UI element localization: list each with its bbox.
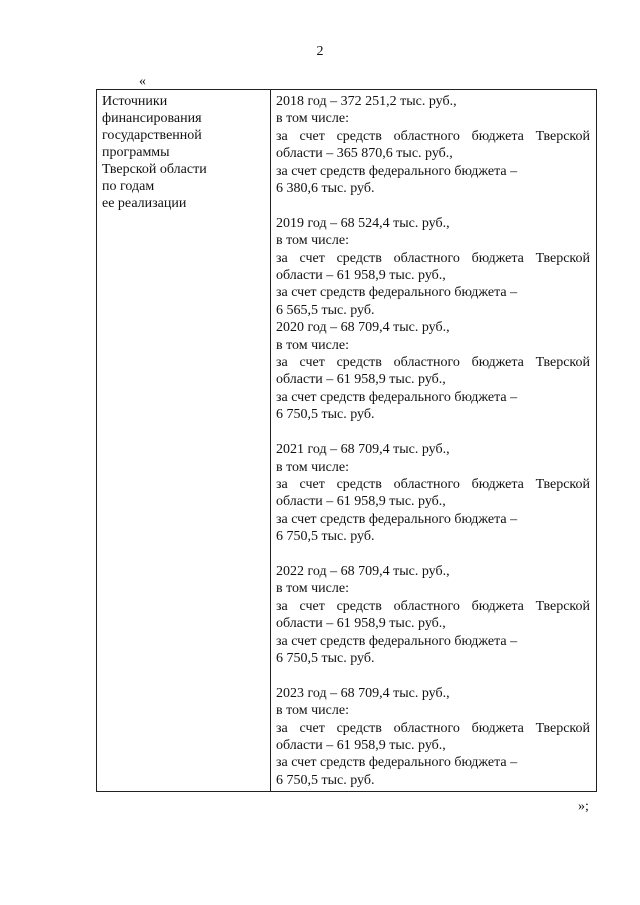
federal-budget-amount: 6 750,5 тыс. руб. [276,650,375,666]
financing-sources-table [96,89,597,792]
federal-budget-amount: 6 750,5 тыс. руб. [276,772,375,788]
including-label: в том числе: [276,459,349,475]
federal-budget-line: за счет средств федерального бюджета – [276,755,518,771]
year-block-2020 [276,319,590,423]
including-label: в том числе: [276,233,349,249]
year-total: 2018 год – 372 251,2 тыс. руб., [276,94,457,109]
federal-budget-line: за счет средств федерального бюджета – [276,285,518,301]
year-block-2018 [276,93,590,197]
closing-quote-mark: »; [578,799,589,814]
regional-budget-amount: области – 61 958,9 тыс. руб., [276,268,446,284]
regional-budget-amount: области – 365 870,6 тыс. руб., [276,146,453,162]
row-header-line: программы [102,145,170,160]
year-total: 2020 год – 68 709,4 тыс. руб., [276,320,450,336]
federal-budget-line: за счет средств федерального бюджета – [276,163,518,179]
regional-budget-line: за счет средств областного бюджета Тверской [276,598,590,614]
year-block-2019 [276,215,590,319]
row-header-line: финансирования [102,111,202,126]
regional-budget-line: за счет средств областного бюджета Тверской [276,128,590,144]
row-header-line: государственной [102,128,202,143]
financing-details-cell [271,90,596,791]
year-total: 2023 год – 68 709,4 тыс. руб., [276,685,450,701]
row-header-line: по годам [102,179,155,194]
regional-budget-amount: области – 61 958,9 тыс. руб., [276,616,446,632]
federal-budget-line: за счет средств федерального бюджета – [276,389,518,405]
year-total: 2022 год – 68 709,4 тыс. руб., [276,563,450,579]
federal-budget-amount: 6 380,6 тыс. руб. [276,181,375,197]
including-label: в том числе: [276,581,349,597]
row-header-line: Тверской области [102,162,207,177]
regional-budget-line: за счет средств областного бюджета Тверской [276,720,590,736]
regional-budget-amount: области – 61 958,9 тыс. руб., [276,737,446,753]
regional-budget-line: за счет средств областного бюджета Тверской [276,250,590,266]
federal-budget-amount: 6 750,5 тыс. руб. [276,407,375,423]
regional-budget-line: за счет средств областного бюджета Тверской [276,355,590,371]
row-header-line: ее реализации [102,196,187,211]
year-total: 2019 год – 68 524,4 тыс. руб., [276,215,450,231]
row-header-line: Источники [102,94,168,109]
including-label: в том числе: [276,703,349,719]
including-label: в том числе: [276,337,349,353]
including-label: в том числе: [276,111,349,127]
regional-budget-amount: области – 61 958,9 тыс. руб., [276,372,446,388]
federal-budget-line: за счет средств федерального бюджета – [276,633,518,649]
federal-budget-amount: 6 750,5 тыс. руб. [276,529,375,545]
regional-budget-line: за счет средств областного бюджета Тверской [276,476,590,492]
year-total: 2021 год – 68 709,4 тыс. руб., [276,442,450,458]
page-number: 2 [316,44,324,59]
year-block-2023 [276,685,590,789]
regional-budget-amount: области – 61 958,9 тыс. руб., [276,494,446,510]
row-header-cell [97,90,271,791]
federal-budget-amount: 6 565,5 тыс. руб. [276,302,375,318]
opening-quote-mark: « [139,74,146,89]
year-block-2022 [276,563,590,667]
year-block-2021 [276,441,590,545]
federal-budget-line: за счет средств федерального бюджета – [276,511,518,527]
